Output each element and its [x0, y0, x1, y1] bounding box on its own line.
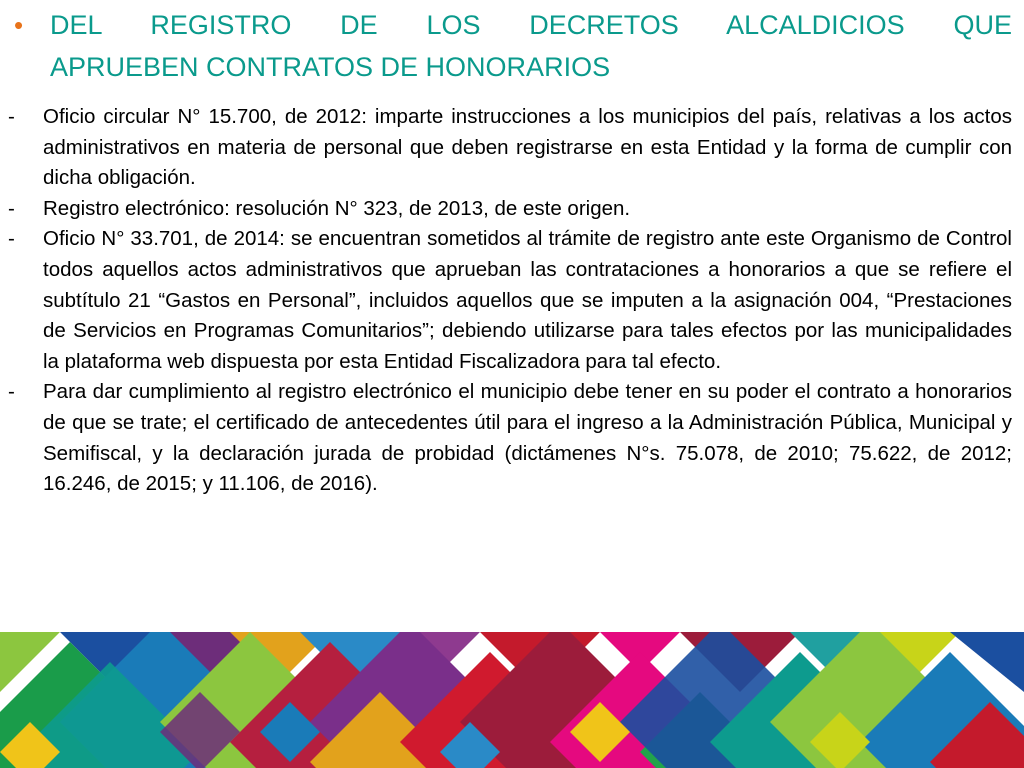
- list-item-text: Registro electrónico: resolución N° 323, de 2013, de este origen.: [43, 196, 631, 220]
- body-list: [8, 102, 1012, 500]
- decorative-mosaic-banner: [0, 632, 1024, 768]
- list-marker: -: [8, 105, 15, 128]
- list-item: [8, 102, 1012, 194]
- list-marker: -: [8, 227, 15, 251]
- list-item-text: Oficio N° 33.701, de 2014: se encuentran sometidos al trámite de registro ante este Organismo de Control todos aquellos actos administrativos que aprueban las contrataciones a honorarios a que se refiere el subtítulo 21 “Gastos en Personal”, incluidos aquellos que se imputen a la asignación 004, “Prestaciones de Servicios en Programas Comunitarios”; debiendo utilizarse para tales efectos por las municipalidades la plataforma web dispuesta por esta Entidad Fiscalizadora para tal efecto.: [43, 227, 1012, 373]
- title-bullet: •: [14, 10, 24, 40]
- slide-title: [14, 4, 1012, 88]
- list-item: [8, 224, 1012, 377]
- title-line-2: APRUEBEN CONTRATOS DE HONORARIOS: [50, 52, 611, 82]
- title-text: [50, 4, 1012, 88]
- list-item-text: Oficio circular N° 15.700, de 2012: imparte instrucciones a los municipios del país, relativas a los actos administrativos en materia de personal que deben registrarse en esta Entidad y la forma de cumplir con dicha obligación.: [43, 105, 1012, 190]
- list-marker: -: [8, 380, 15, 404]
- list-item-text: Para dar cumplimiento al registro electrónico el municipio debe tener en su poder el contrato a honorarios de que se trate; el certificado de antecedentes útil para el ingreso a la Administración Pública, Municipal y Semifiscal, y la declaración jurada de probidad (dictámenes N°s. 75.078, de 2010; 75.622, de 2012; 16.246, de 2015; y 11.106, de 2016).: [43, 380, 1012, 496]
- list-item: [8, 377, 1012, 499]
- title-line-1: DEL REGISTRO DE LOS DECRETOS ALCALDICIOS QUE: [50, 10, 1012, 40]
- list-marker: -: [8, 196, 15, 220]
- list-item: [8, 194, 1012, 225]
